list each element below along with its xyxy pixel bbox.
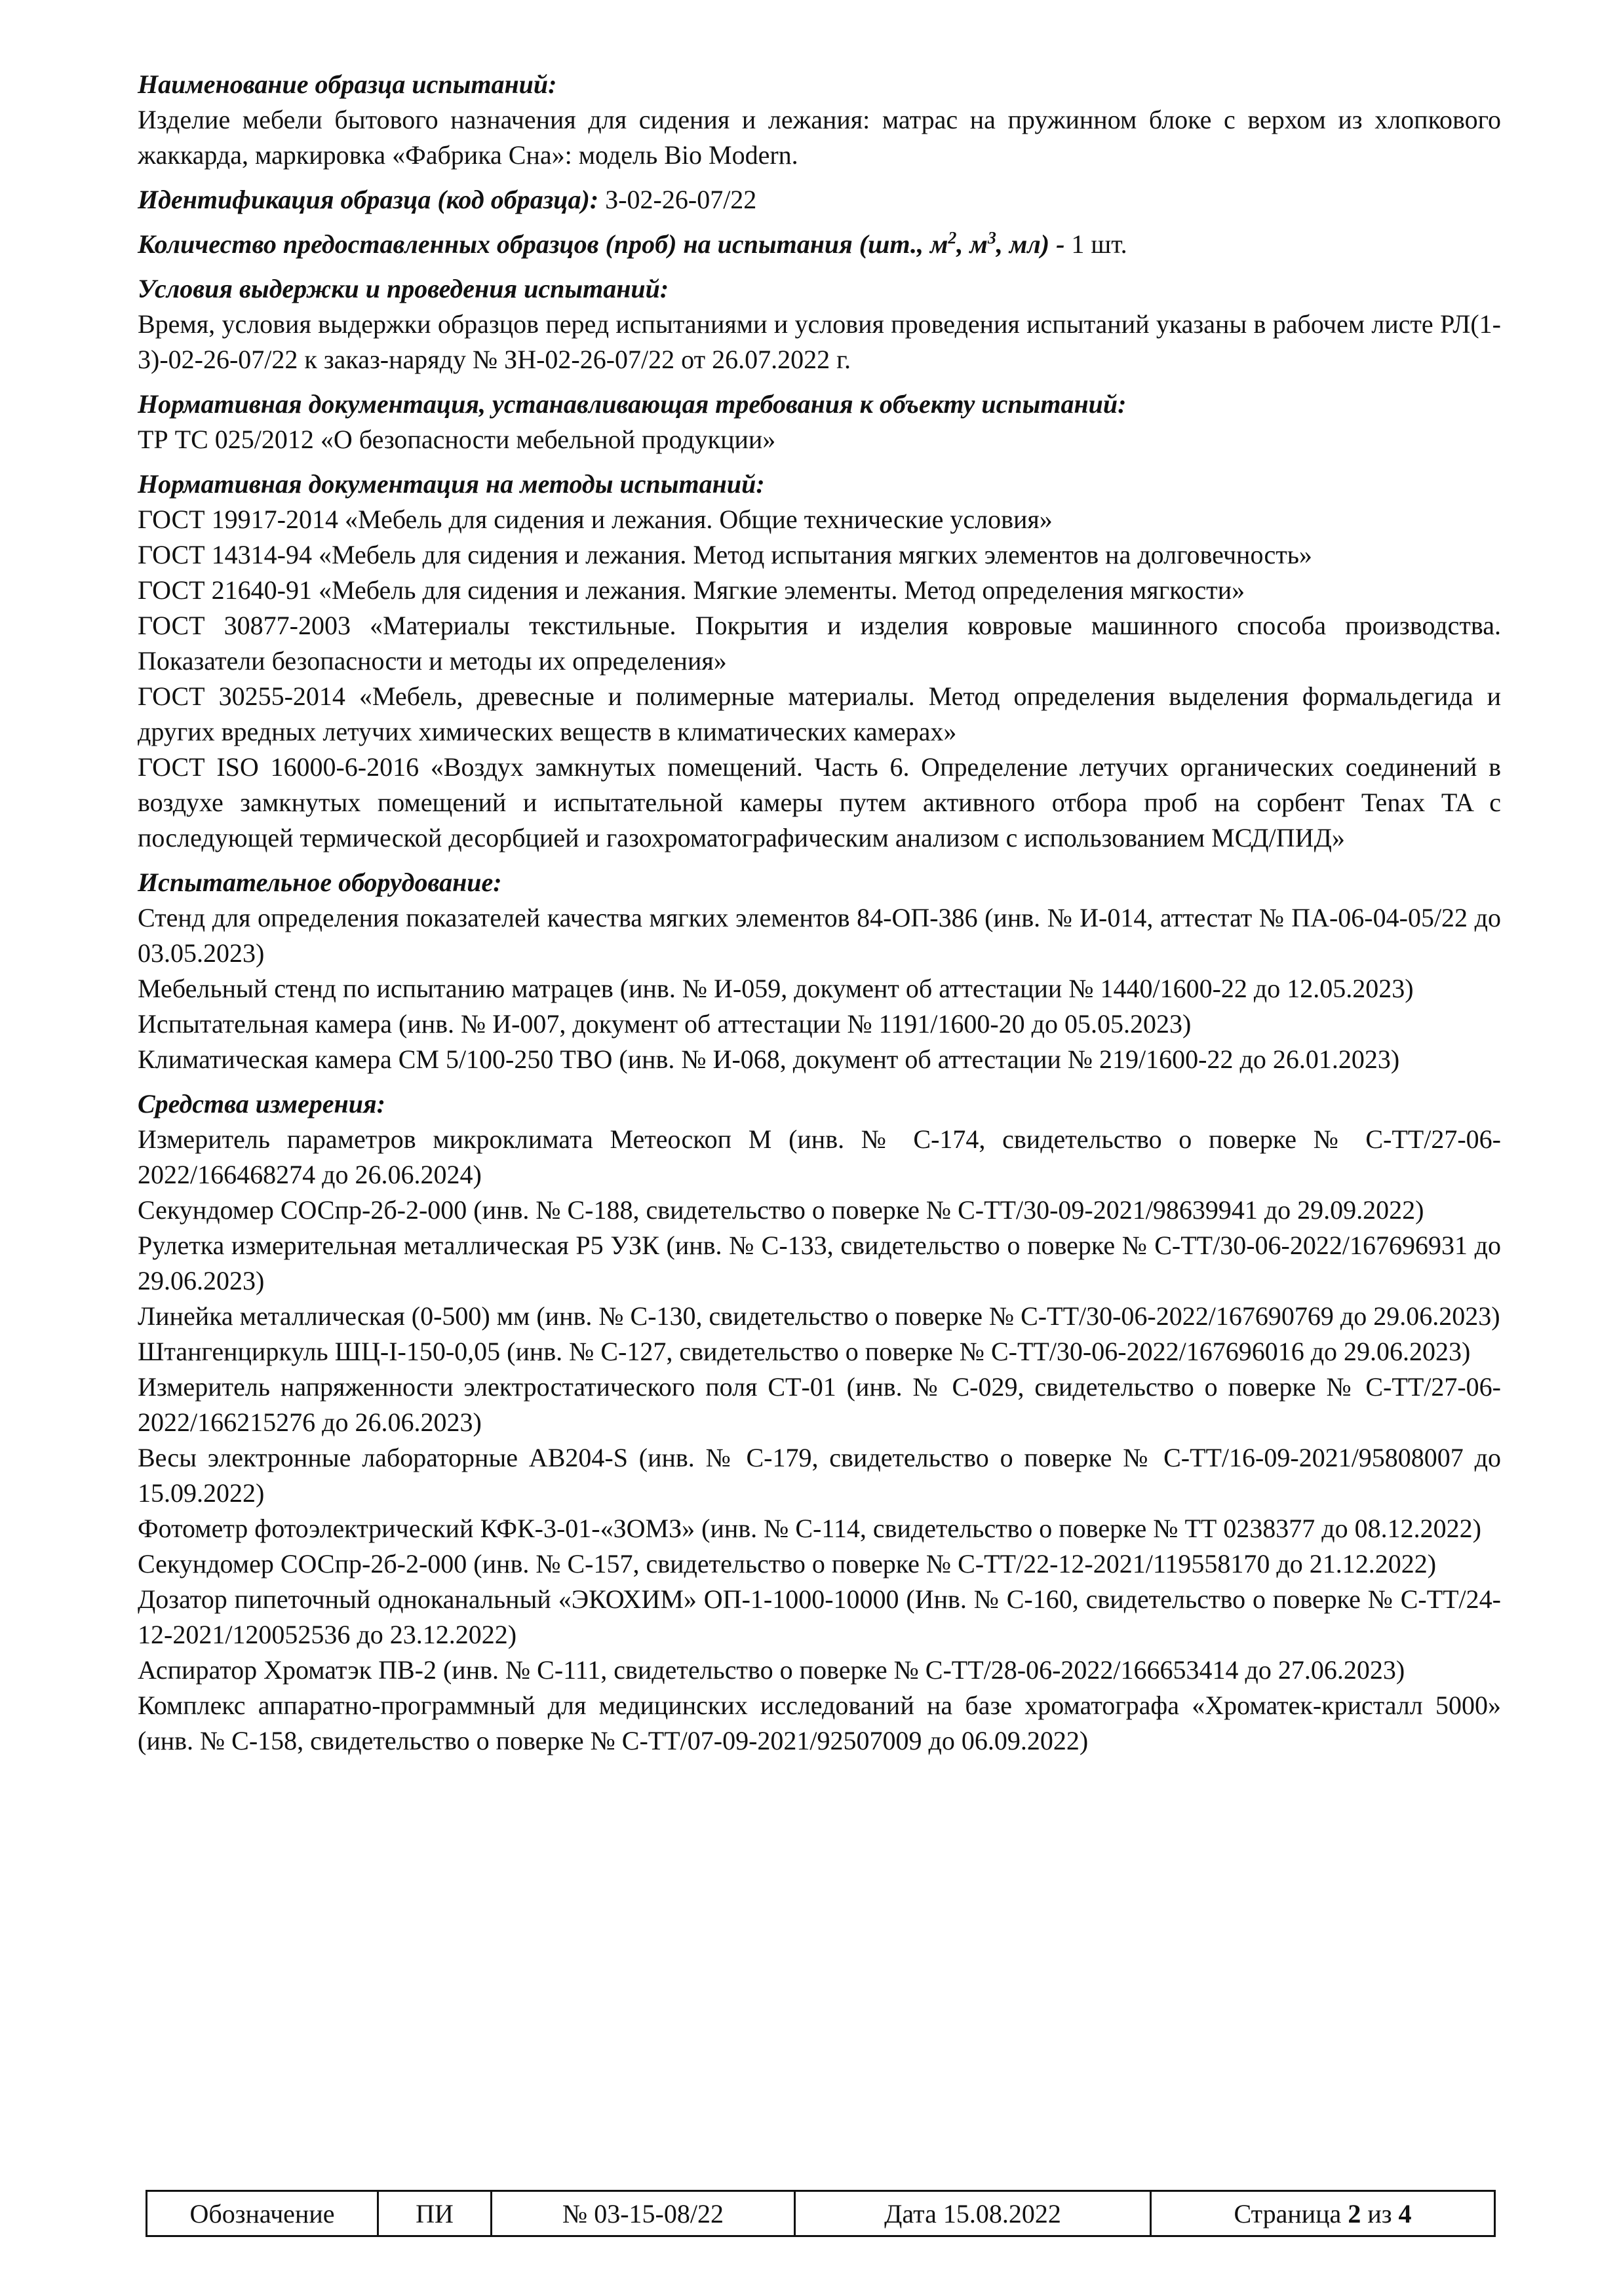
instrument-item: Линейка металлическая (0-500) мм (инв. № С-130, свидетельство о поверке № С-ТТ/30-06-2022/167690769 до 29.06.2023): [138, 1301, 1500, 1331]
equipment-item: Стенд для определения показателей качества мягких элементов 84-ОП-386 (инв. № И-014, аттестат № ПА-06-04-05/22 до 03.05.2023): [138, 903, 1501, 968]
requirements-text: ТР ТС 025/2012 «О безопасности мебельной продукции»: [138, 425, 776, 454]
methods-heading: Нормативная документация на методы испытаний:: [138, 469, 765, 499]
footer-date: Дата 15.08.2022: [795, 2191, 1151, 2236]
identification-value: З-02-26-07/22: [605, 185, 757, 214]
instrument-item: Измеритель напряженности электростатического поля СТ-01 (инв. № С-029, свидетельство о поверке № С-ТТ/27-06-2022/166215276 до 26.06.2023): [138, 1372, 1501, 1437]
instrument-item: Секундомер СОСпр-2б-2-000 (инв. № С-157, свидетельство о поверке № С-ТТ/22-12-2021/119558170 до 21.12.2022): [138, 1549, 1437, 1578]
document-body: [138, 67, 1501, 1768]
sample-heading: Наименование образца испытаний:: [138, 69, 557, 99]
instrument-item: Аспиратор Хроматэк ПВ-2 (инв. № С-111, свидетельство о поверке № С-ТТ/28-06-2022/166653414 до 27.06.2023): [138, 1655, 1405, 1685]
footer-table: [146, 2190, 1496, 2237]
requirements-section: [138, 387, 1501, 457]
methods-item: ГОСТ 14314-94 «Мебель для сидения и лежания. Метод испытания мягких элементов на долговечность»: [138, 540, 1312, 569]
sample-text: Изделие мебели бытового назначения для сидения и лежания: матрас на пружинном блоке с верхом из хлопкового жаккарда, маркировка «Фабрика Сна»: модель Bio Modern.: [138, 105, 1501, 170]
footer-number: № 03-15-08/22: [492, 2191, 795, 2236]
equipment-item: Мебельный стенд по испытанию матрацев (инв. № И-059, документ об аттестации № 1440/1600-22 до 12.05.2023): [138, 974, 1414, 1003]
quantity-section: [138, 227, 1501, 262]
instrument-item: Рулетка измерительная металлическая Р5 УЗК (инв. № С-133, свидетельство о поверке № С-ТТ/30-06-2022/167696931 до 29.06.2023): [138, 1231, 1501, 1295]
conditions-heading: Условия выдержки и проведения испытаний:: [138, 274, 669, 303]
conditions-section: [138, 271, 1501, 377]
instrument-item: Фотометр фотоэлектрический КФК-3-01-«ЗОМЗ» (инв. № С-114, свидетельство о поверке № ТТ 0238377 до 08.12.2022): [138, 1514, 1481, 1543]
equipment-item: Климатическая камера CM 5/100-250 ТВО (инв. № И-068, документ об аттестации № 219/1600-22 до 26.01.2023): [138, 1044, 1400, 1074]
identification-section: [138, 182, 1501, 218]
instruments-heading: Средства измерения:: [138, 1089, 385, 1119]
equipment-heading: Испытательное оборудование:: [138, 868, 502, 897]
footer-designation-label: Обозначение: [147, 2191, 378, 2236]
equipment-item: Испытательная камера (инв. № И-007, документ об аттестации № 1191/1600-20 до 05.05.2023): [138, 1009, 1192, 1039]
methods-item: ГОСТ 21640-91 «Мебель для сидения и лежания. Мягкие элементы. Метод определения мягкости»: [138, 575, 1245, 605]
instrument-item: Секундомер СОСпр-2б-2-000 (инв. № С-188, свидетельство о поверке № С-ТТ/30-09-2021/98639941 до 29.09.2022): [138, 1195, 1424, 1225]
footer-page: Страница 2 из 4: [1151, 2191, 1495, 2236]
methods-item: ГОСТ 19917-2014 «Мебель для сидения и лежания. Общие технические условия»: [138, 505, 1053, 534]
quantity-value: 1 шт.: [1071, 229, 1127, 259]
methods-section: [138, 467, 1501, 856]
methods-item: ГОСТ ISO 16000-6-2016 «Воздух замкнутых помещений. Часть 6. Определение летучих органических соединений в воздухе замкнутых помещений и испытательной камеры путем активного отбора проб на сорбент Tenax TA с последующей термической десорбцией и газохроматографическим анализом с использованием МСД/ПИД»: [138, 752, 1501, 852]
instruments-section: [138, 1086, 1501, 1759]
methods-item: ГОСТ 30877-2003 «Материалы текстильные. Покрытия и изделия ковровые машинного способа производства. Показатели безопасности и методы их определения»: [138, 611, 1501, 676]
sample-section: [138, 67, 1501, 173]
instrument-item: Штангенциркуль ШЦ-I-150-0,05 (инв. № С-127, свидетельство о поверке № С-ТТ/30-06-2022/167696016 до 29.06.2023): [138, 1337, 1471, 1366]
identification-heading: Идентификация образца (код образца):: [138, 185, 599, 214]
instrument-item: Дозатор пипеточный одноканальный «ЭКОХИМ» ОП-1-1000-10000 (Инв. № С-160, свидетельство о поверке № С-ТТ/24-12-2021/120052536 до 23.12.2022): [138, 1584, 1501, 1649]
instrument-item: Измеритель параметров микроклимата Метеоскоп М (инв. № С-174, свидетельство о поверке № С-ТТ/27-06-2022/166468274 до 26.06.2024): [138, 1124, 1501, 1189]
requirements-heading: Нормативная документация, устанавливающая требования к объекту испытаний:: [138, 389, 1127, 419]
methods-item: ГОСТ 30255-2014 «Мебель, древесные и полимерные материалы. Метод определения выделения формальдегида и других вредных летучих химических веществ в климатических камерах»: [138, 681, 1501, 746]
quantity-heading: Количество предоставленных образцов (проб) на испытания (шт., $м^2$, $м^3$, мл) -: [138, 228, 1065, 259]
instrument-item: Комплекс аппаратно-программный для медицинских исследований на базе хроматографа «Хроматек-кристалл 5000» (инв. № С-158, свидетельство о поверке № С-ТТ/07-09-2021/92507009 до 06.09.2022): [138, 1691, 1501, 1755]
conditions-text: Время, условия выдержки образцов перед испытаниями и условия проведения испытаний указаны в рабочем листе РЛ(1-3)-02-26-07/22 к заказ-наряду № ЗН-02-26-07/22 от 26.07.2022 г.: [138, 309, 1501, 374]
instrument-item: Весы электронные лабораторные AB204-S (инв. № С-179, свидетельство о поверке № С-ТТ/16-09-2021/95808007 до 15.09.2022): [138, 1443, 1501, 1508]
footer-designation-value: ПИ: [378, 2191, 492, 2236]
equipment-section: [138, 865, 1501, 1077]
